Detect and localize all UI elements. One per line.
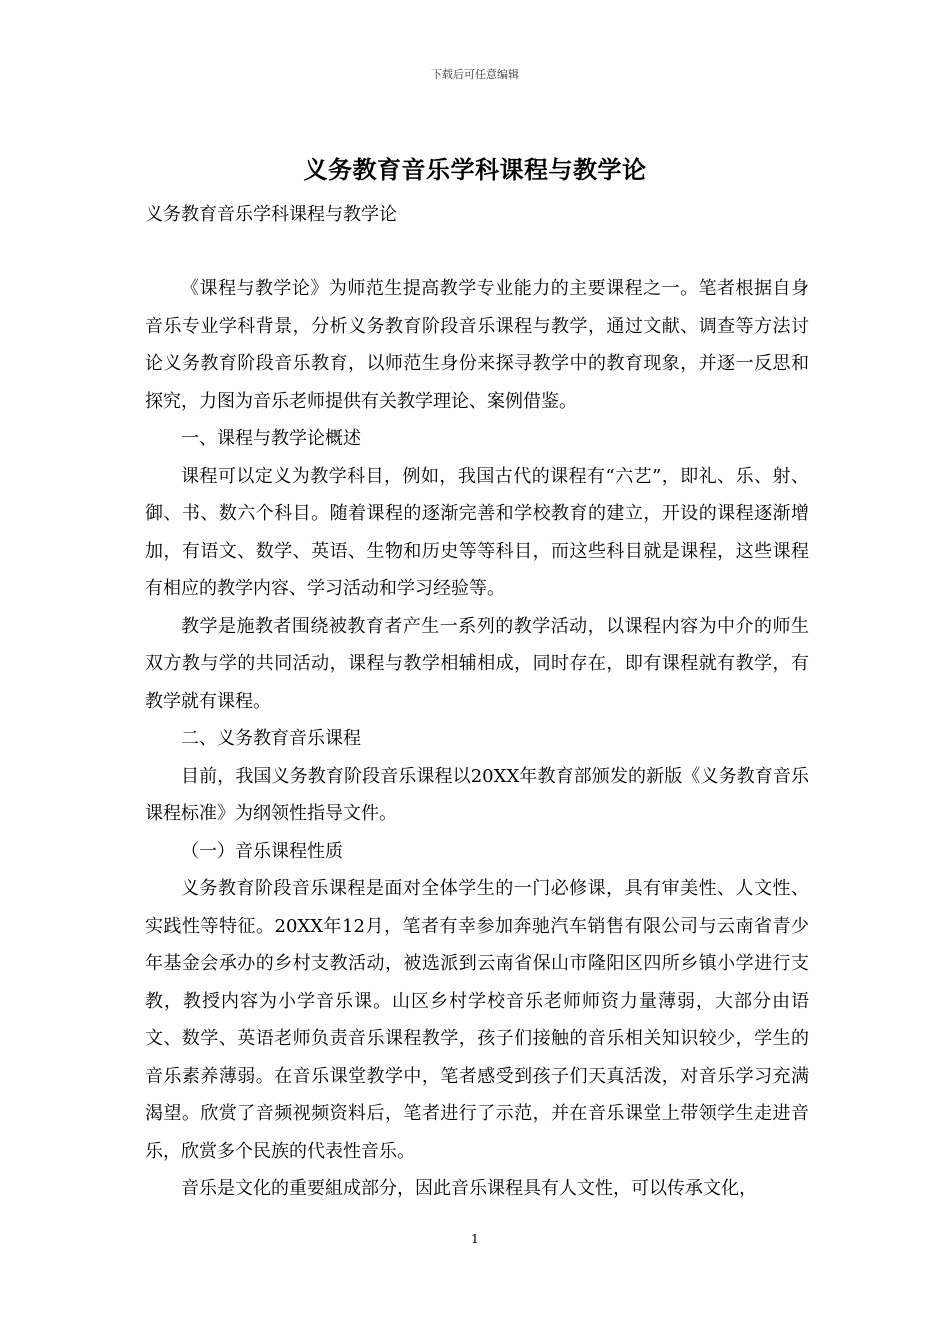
paragraph-culture: 音乐是文化的重要組成部分，因此音乐课程具有人文性，可以传承文化， — [181, 1178, 757, 1199]
document-title: 义务教育音乐学科课程与教学论 — [303, 155, 647, 184]
paragraph-current-standard: 目前，我国义务教育阶段音乐课程以20XX年教育部颁发的新版《义务教育音乐课程标准》为纲领性指导文件。 — [145, 765, 809, 824]
section-heading-2: 二、义务教育音乐课程 — [181, 728, 361, 749]
page-header: 下载后可任意编辑 — [431, 68, 519, 81]
paragraph-intro: 《课程与教学论》为师范生提高教学专业能力的主要课程之一。笔者根据自身音乐专业学科背景，分析义务教育阶段音乐课程与教学，通过文献、调查等方法讨论义务教育阶段音乐教育，以师范生身份来探寻教学中的教育现象，并逐一反思和探究，力图为音乐老师提供有关教学理论、案例借鉴。 — [145, 278, 809, 412]
paragraph-course-nature: 义务教育阶段音乐课程是面对全体学生的一门必修课，具有审美性、人文性、实践性等特征。20XX年12月，笔者有幸参加奔驰汽车销售有限公司与云南省青少年基金会承办的乡村支教活动，被选派到云南省保山市隆阳区四所乡镇小学进行支教，教授内容为小学音乐课。山区乡村学校音乐老师师资力量薄弱，大部分由语文、数学、英语老师负责音乐课程教学，孩子们接触的音乐相关知识较少，学生的音乐素养薄弱。在音乐课堂教学中，笔者感受到孩子们天真活泼，对音乐学习充满渴望。欣赏了音频视频资料后，笔者进行了示范，并在音乐课堂上带领学生走进音乐，欣赏多个民族的代表性音乐。 — [145, 878, 809, 1162]
subsection-heading-1: （一）音乐课程性质 — [181, 840, 343, 862]
section-heading-1: 一、课程与教学论概述 — [181, 428, 361, 449]
document-subtitle: 义务教育音乐学科课程与教学论 — [145, 204, 397, 225]
paragraph-teaching-definition: 教学是施教者围绕被教育者产生一系列的教学活动，以课程内容为中介的师生双方教与学的共同活动，课程与教学相辅相成，同时存在，即有课程就有教学，有教学就有课程。 — [145, 615, 809, 712]
paragraph-course-definition: 课程可以定义为教学科目，例如，我国古代的课程有“六艺”，即礼、乐、射、御、书、数六个科目。随着课程的逐渐完善和学校教育的建立，开设的课程逐渐增加，有语文、数学、英语、生物和历史等等科目，而这些科目就是课程，这些课程有相应的教学内容、学习活动和学习经验等。 — [145, 465, 809, 599]
page-number: 1 — [471, 1232, 479, 1246]
document-body — [145, 270, 809, 1208]
